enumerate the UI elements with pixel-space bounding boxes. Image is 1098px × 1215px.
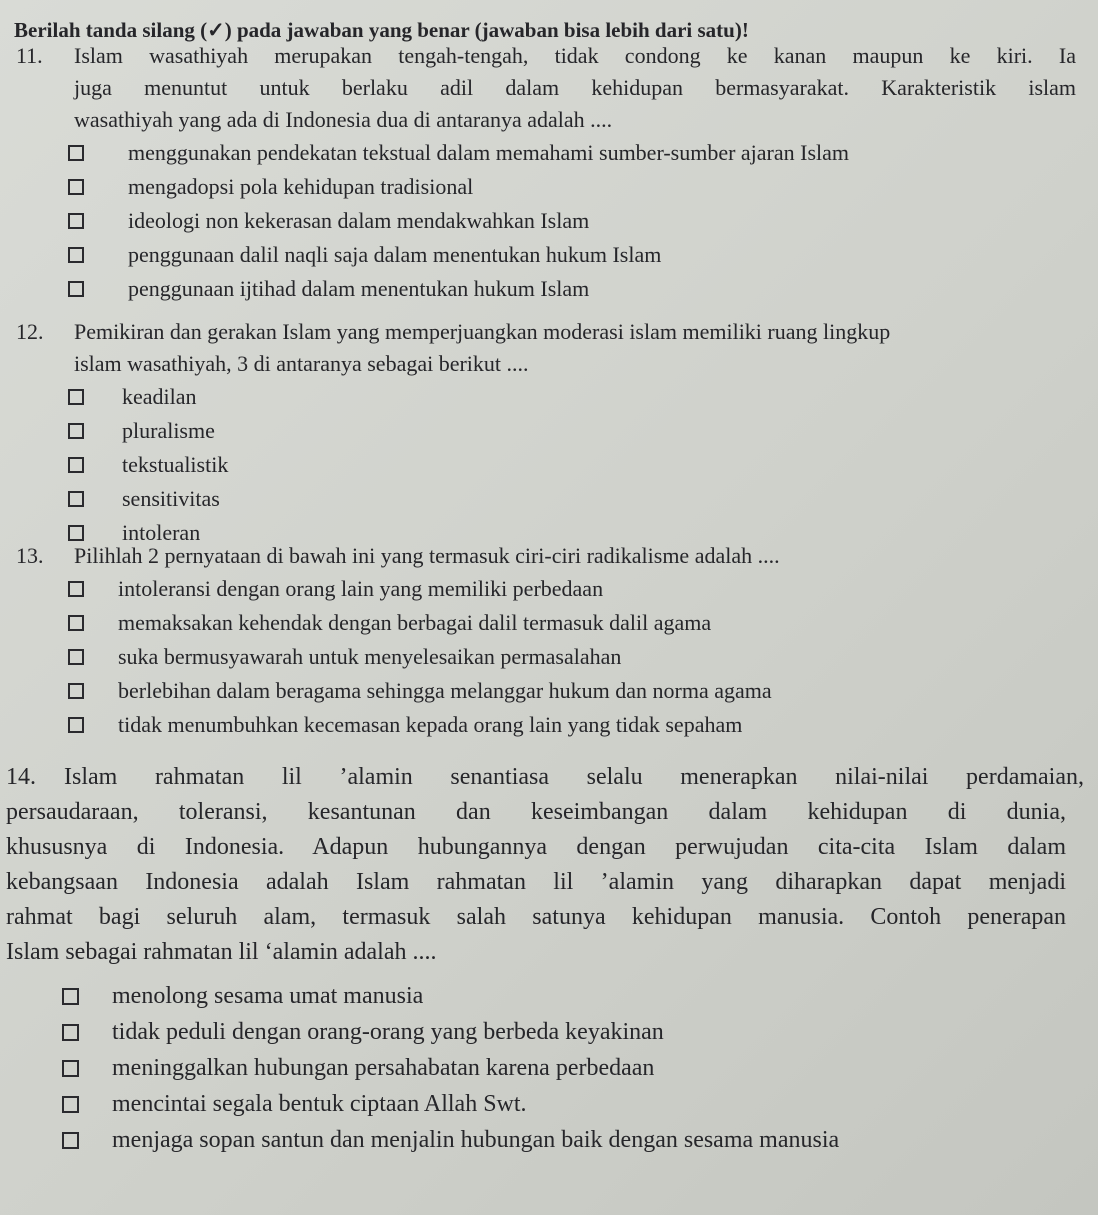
option-item — [6, 1122, 1086, 1158]
option-label: suka bermusyawarah untuk menyelesaikan permasalahan — [118, 644, 622, 669]
option-checkbox[interactable] — [68, 389, 84, 405]
option-item — [16, 448, 1076, 482]
stem-line: khususnya di Indonesia. Adapun hubungannya dengan perwujudan cita-cita Islam dalam — [6, 834, 1066, 860]
option-label: menolong sesama umat manusia — [112, 983, 424, 1009]
question-stem — [74, 316, 1076, 380]
option-item — [16, 136, 1076, 170]
stem-line: Islam sebagai rahmatan lil ‘alamin adalah .... — [6, 939, 437, 965]
option-list — [16, 136, 1076, 306]
option-label: ideologi non kekerasan dalam mendakwahkan Islam — [128, 208, 590, 233]
stem-line: rahmat bagi seluruh alam, termasuk salah satunya kehidupan manusia. Contoh penerapan — [6, 904, 1066, 930]
question-14 — [6, 760, 1086, 1158]
instruction-text: Berilah tanda silang (✓) pada jawaban yang benar (jawaban bisa lebih dari satu)! — [14, 18, 749, 42]
option-checkbox[interactable] — [62, 1024, 79, 1041]
stem-line: persaudaraan, toleransi, kesantunan dan keseimbangan dalam kehidupan di dunia, — [6, 799, 1066, 825]
option-checkbox[interactable] — [68, 213, 84, 229]
option-checkbox[interactable] — [62, 1060, 79, 1077]
option-label: menggunakan pendekatan tekstual dalam memahami sumber-sumber ajaran Islam — [128, 140, 850, 165]
option-item — [6, 1086, 1086, 1122]
option-checkbox[interactable] — [68, 581, 84, 597]
stem-line: juga menuntut untuk berlaku adil dalam kehidupan bermasyarakat. Karakteristik islam — [74, 75, 1076, 100]
option-item — [16, 170, 1076, 204]
question-number: 14. — [6, 764, 36, 790]
option-checkbox[interactable] — [68, 717, 84, 733]
stem-line: kebangsaan Indonesia adalah Islam rahmatan lil ’alamin yang diharapkan dapat menjadi — [6, 869, 1066, 895]
option-item — [16, 640, 1076, 674]
option-label: mencintai segala bentuk ciptaan Allah Swt. — [112, 1091, 527, 1117]
option-checkbox[interactable] — [68, 615, 84, 631]
option-label: berlebihan dalam beragama sehingga melanggar hukum dan norma agama — [118, 678, 772, 703]
option-item — [16, 674, 1076, 708]
option-list — [16, 380, 1076, 550]
option-label: meninggalkan hubungan persahabatan karena perbedaan — [112, 1055, 655, 1081]
option-label: keadilan — [122, 384, 197, 409]
option-item — [6, 1014, 1086, 1050]
option-label: menjaga sopan santun dan menjalin hubungan baik dengan sesama manusia — [112, 1127, 840, 1153]
option-label: tidak peduli dengan orang-orang yang berbeda keyakinan — [112, 1019, 664, 1045]
option-label: tekstualistik — [122, 452, 229, 477]
option-checkbox[interactable] — [62, 1132, 79, 1149]
option-item — [6, 1050, 1086, 1086]
option-checkbox[interactable] — [68, 457, 84, 473]
stem-line: Pilihlah 2 pernyataan di bawah ini yang termasuk ciri-ciri radikalisme adalah .... — [74, 543, 780, 568]
option-label: penggunaan ijtihad dalam menentukan hukum Islam — [128, 276, 590, 301]
option-checkbox[interactable] — [68, 179, 84, 195]
option-label: penggunaan dalil naqli saja dalam menentukan hukum Islam — [128, 242, 662, 267]
stem-line: wasathiyah yang ada di Indonesia dua di antaranya adalah .... — [74, 107, 613, 132]
question-stem — [74, 40, 1076, 136]
option-label: intoleransi dengan orang lain yang memiliki perbedaan — [118, 576, 604, 601]
option-checkbox[interactable] — [68, 649, 84, 665]
stem-line: islam wasathiyah, 3 di antaranya sebagai berikut .... — [74, 351, 529, 376]
option-item — [16, 414, 1076, 448]
option-item — [16, 272, 1076, 306]
question-number: 11. — [16, 43, 43, 68]
option-item — [16, 708, 1076, 742]
option-label: sensitivitas — [122, 486, 220, 511]
option-checkbox[interactable] — [68, 281, 84, 297]
question-number: 13. — [16, 543, 44, 568]
option-item — [16, 238, 1076, 272]
option-checkbox[interactable] — [62, 1096, 79, 1113]
option-item — [16, 482, 1076, 516]
question-13 — [16, 540, 1076, 742]
question-11 — [16, 40, 1076, 306]
option-label: mengadopsi pola kehidupan tradisional — [128, 174, 474, 199]
question-stem — [74, 540, 1076, 572]
option-checkbox[interactable] — [68, 683, 84, 699]
option-checkbox[interactable] — [68, 423, 84, 439]
option-item — [16, 572, 1076, 606]
option-item — [6, 978, 1086, 1014]
question-number: 12. — [16, 319, 44, 344]
option-item — [16, 380, 1076, 414]
option-checkbox[interactable] — [68, 525, 84, 541]
option-label: memaksakan kehendak dengan berbagai dalil termasuk dalil agama — [118, 610, 712, 635]
option-item — [16, 606, 1076, 640]
option-label: tidak menumbuhkan kecemasan kepada orang lain yang tidak sepaham — [118, 712, 743, 737]
option-label: intoleran — [122, 520, 201, 545]
stem-line: Pemikiran dan gerakan Islam yang memperjuangkan moderasi islam memiliki ruang lingkup — [74, 319, 891, 344]
question-12 — [16, 316, 1076, 550]
option-checkbox[interactable] — [68, 145, 84, 161]
option-label: pluralisme — [122, 418, 215, 443]
option-checkbox[interactable] — [68, 247, 84, 263]
option-list — [16, 572, 1076, 742]
option-item — [16, 204, 1076, 238]
stem-line: Islam rahmatan lil ’alamin senantiasa selalu menerapkan nilai-nilai perdamaian, — [64, 764, 1084, 790]
stem-line: Islam wasathiyah merupakan tengah-tengah, tidak condong ke kanan maupun ke kiri. Ia — [74, 43, 1076, 68]
option-checkbox[interactable] — [62, 988, 79, 1005]
option-checkbox[interactable] — [68, 491, 84, 507]
option-list — [6, 978, 1086, 1158]
